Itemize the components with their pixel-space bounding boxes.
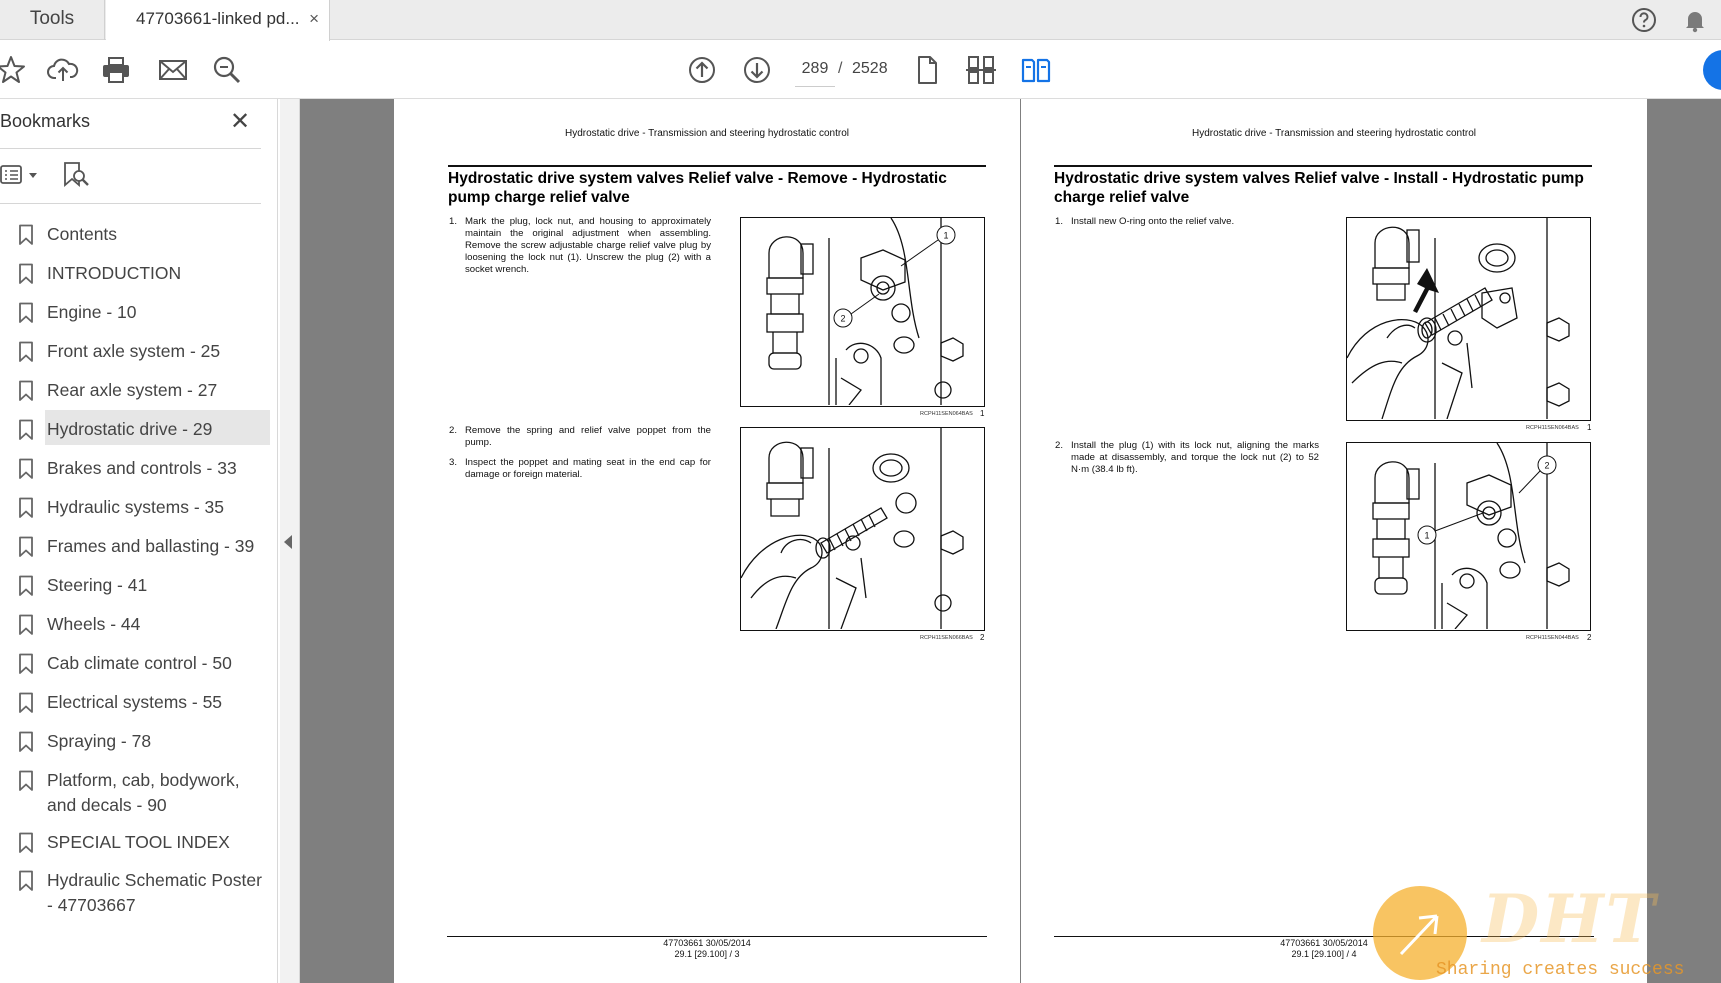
footer-document-id: 47703661 30/05/2014 bbox=[1280, 938, 1368, 948]
step-number: 1. bbox=[449, 216, 458, 227]
figure-plug-install bbox=[1346, 442, 1591, 631]
next-page-icon[interactable] bbox=[740, 53, 774, 87]
watermark-logo: DHT bbox=[1482, 880, 1657, 958]
step-text: Remove the spring and relief valve poppet from the pump. bbox=[465, 425, 711, 448]
collapse-arrow-icon[interactable] bbox=[284, 535, 292, 549]
bookmark-star-icon[interactable] bbox=[0, 53, 28, 87]
fit-page-icon[interactable] bbox=[964, 53, 998, 87]
tab-close-icon[interactable]: × bbox=[309, 9, 319, 28]
instruction-step bbox=[1055, 216, 1319, 228]
bookmark-label: Engine - 10 bbox=[47, 302, 137, 322]
bookmark-icon bbox=[18, 653, 34, 675]
tab-document[interactable] bbox=[106, 0, 330, 41]
figure-code: RCPH11SEN066BAS bbox=[920, 635, 973, 641]
bookmark-label: Wheels - 44 bbox=[47, 614, 141, 634]
step-text: Mark the plug, lock nut, and housing to approximately maintain the original adjustment when assembling. Remove the screw adjustable charge relief valve plug by loosening the lock nut (1). Unscrew the plug (2) with a socket wrench. bbox=[465, 216, 711, 275]
bookmarks-panel bbox=[0, 99, 278, 983]
notification-bell-icon[interactable] bbox=[1681, 6, 1709, 34]
page-number-input[interactable]: 289 bbox=[795, 51, 835, 87]
page-running-header: Hydrostatic drive - Transmission and steering hydrostatic control bbox=[1191, 128, 1476, 139]
figure-code: RCPH11SEN044BAS bbox=[1526, 635, 1579, 641]
bookmark-icon bbox=[18, 575, 34, 597]
step-number: 3. bbox=[449, 457, 458, 468]
bookmark-icon bbox=[18, 341, 34, 363]
figure-number: 1 bbox=[1587, 423, 1592, 432]
bookmark-icon bbox=[18, 536, 34, 558]
step-text: Install new O-ring onto the relief valve. bbox=[1071, 216, 1235, 227]
heading-rule bbox=[448, 165, 986, 167]
instruction-step bbox=[449, 457, 711, 481]
footer-page-number: 29.1 [29.100] / 4 bbox=[1291, 949, 1357, 959]
step-number: 2. bbox=[1055, 440, 1064, 451]
tab-document-title: 47703661-linked pd... bbox=[136, 9, 300, 28]
svg-text:1: 1 bbox=[1424, 530, 1430, 541]
watermark-tagline: Sharing creates success bbox=[1436, 960, 1685, 980]
search-zoom-icon[interactable] bbox=[210, 53, 244, 87]
svg-text:2: 2 bbox=[1544, 460, 1550, 471]
panel-collapse-handle[interactable] bbox=[280, 99, 300, 983]
figure-poppet-removal bbox=[740, 427, 985, 631]
document-viewer[interactable] bbox=[300, 99, 1721, 983]
figure-oring-install bbox=[1346, 217, 1591, 421]
pdf-page-left bbox=[394, 99, 1020, 983]
tab-bar bbox=[0, 0, 1721, 40]
bookmark-icon bbox=[18, 224, 34, 246]
bookmark-icon bbox=[18, 263, 34, 285]
footer-rule bbox=[447, 936, 987, 937]
bookmark-label: Hydrostatic drive - 29 bbox=[47, 419, 213, 439]
bookmark-label: Front axle system - 25 bbox=[47, 341, 221, 361]
bookmark-label: Platform, cab, bodywork, and decals - 90 bbox=[47, 770, 240, 815]
bookmark-label: Rear axle system - 27 bbox=[47, 380, 218, 400]
instruction-step bbox=[449, 425, 711, 449]
bookmark-label: Steering - 41 bbox=[47, 575, 148, 595]
bookmark-icon bbox=[18, 731, 34, 753]
page-running-header: Hydrostatic drive - Transmission and steering hydrostatic control bbox=[564, 128, 849, 139]
section-heading: Hydrostatic drive system valves Relief valve - Install - Hydrostatic pump charge relief valve bbox=[1054, 170, 1584, 206]
instruction-step bbox=[1055, 440, 1319, 476]
bookmark-label: INTRODUCTION bbox=[47, 263, 182, 283]
pdf-page-right bbox=[1021, 99, 1647, 983]
figure-number: 1 bbox=[980, 409, 985, 418]
total-pages: 2528 bbox=[852, 60, 888, 77]
page-footer bbox=[607, 938, 807, 960]
close-panel-icon[interactable]: ✕ bbox=[230, 108, 251, 135]
print-icon[interactable] bbox=[99, 53, 133, 87]
bookmark-label: Brakes and controls - 33 bbox=[47, 458, 237, 478]
bookmark-options-icon[interactable] bbox=[0, 159, 40, 191]
previous-page-icon[interactable] bbox=[685, 53, 719, 87]
bookmark-label: Frames and ballasting - 39 bbox=[47, 536, 255, 556]
toolbar bbox=[0, 41, 1721, 99]
instruction-step bbox=[449, 216, 711, 276]
upload-cloud-icon[interactable] bbox=[46, 53, 80, 87]
single-page-view-icon[interactable] bbox=[910, 53, 944, 87]
two-page-view-icon[interactable] bbox=[1019, 53, 1053, 87]
bookmark-icon bbox=[18, 458, 34, 480]
divider bbox=[0, 148, 261, 149]
figure-number: 2 bbox=[1587, 633, 1592, 642]
footer-page-number: 29.1 [29.100] / 3 bbox=[674, 949, 740, 959]
svg-text:1: 1 bbox=[943, 230, 949, 241]
email-icon[interactable] bbox=[156, 53, 190, 87]
figure-plug-removal bbox=[740, 217, 985, 407]
figure-number: 2 bbox=[980, 633, 985, 642]
svg-text:2: 2 bbox=[840, 313, 846, 324]
watermark bbox=[1370, 880, 1720, 983]
figure-code: RCPH11SEN064BAS bbox=[920, 411, 973, 417]
section-heading: Hydrostatic drive system valves Relief valve - Remove - Hydrostatic pump charge relief valve bbox=[448, 170, 947, 206]
bookmark-label: Electrical systems - 55 bbox=[47, 692, 223, 712]
bookmark-icon bbox=[18, 614, 34, 636]
bookmark-icon bbox=[18, 497, 34, 519]
find-bookmark-icon[interactable] bbox=[62, 159, 92, 191]
bookmark-icon bbox=[18, 770, 34, 792]
bookmark-icon bbox=[18, 870, 34, 892]
bookmark-label: Hydraulic systems - 35 bbox=[47, 497, 224, 517]
bookmark-icon bbox=[18, 832, 34, 854]
help-icon[interactable] bbox=[1630, 6, 1658, 34]
bookmark-icon bbox=[18, 419, 34, 441]
tab-tools[interactable]: Tools bbox=[0, 0, 105, 40]
step-text: Inspect the poppet and mating seat in the end cap for damage or foreign material. bbox=[465, 457, 711, 480]
bookmarks-panel-title: Bookmarks bbox=[0, 111, 91, 131]
bookmark-label: Hydraulic Schematic Poster - 47703667 bbox=[47, 870, 262, 915]
page-separator: / bbox=[838, 60, 843, 77]
step-number: 2. bbox=[449, 425, 458, 436]
step-text: Install the plug (1) with its lock nut, aligning the marks made at disassembly, and torque the lock nut (2) to 52 N·m (38.4 lb ft). bbox=[1071, 440, 1319, 475]
bookmark-icon bbox=[18, 380, 34, 402]
divider bbox=[0, 203, 261, 204]
bookmark-label: Cab climate control - 50 bbox=[47, 653, 232, 673]
bookmark-label: Contents bbox=[47, 224, 118, 244]
bookmark-icon bbox=[18, 302, 34, 324]
step-number: 1. bbox=[1055, 216, 1064, 227]
bookmark-icon bbox=[18, 692, 34, 714]
footer-document-id: 47703661 30/05/2014 bbox=[663, 938, 751, 948]
bookmark-label: Spraying - 78 bbox=[47, 731, 152, 751]
figure-code: RCPH11SEN064BAS bbox=[1526, 425, 1579, 431]
bookmark-label: SPECIAL TOOL INDEX bbox=[47, 832, 230, 852]
heading-rule bbox=[1054, 165, 1592, 167]
